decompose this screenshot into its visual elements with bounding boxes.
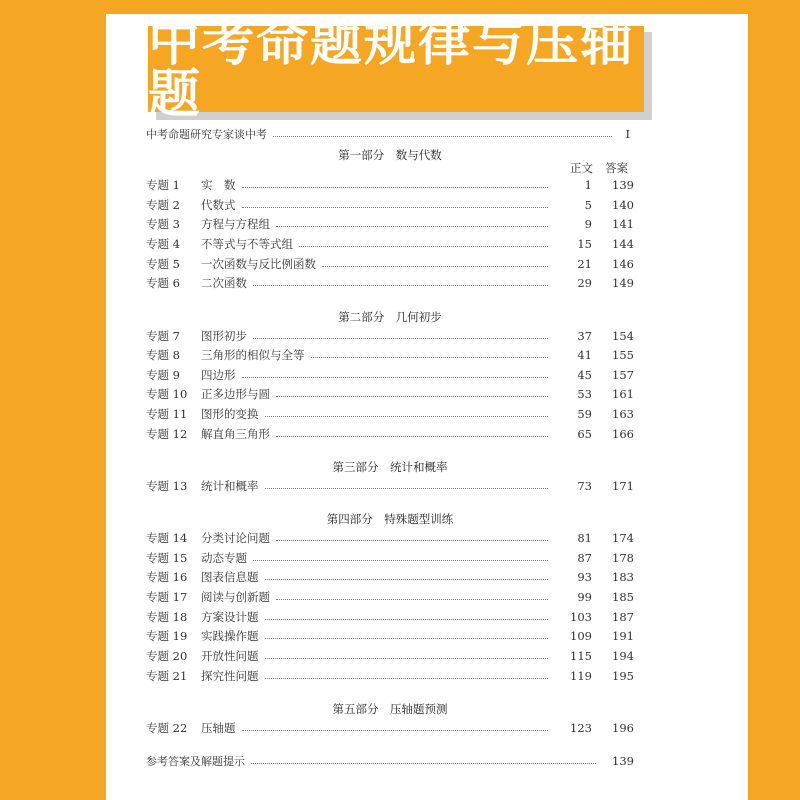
leader-dots [276, 225, 548, 227]
topic-number: 专题 2 [146, 198, 180, 212]
leader-dots [273, 135, 612, 137]
leader-dots [311, 356, 549, 358]
toc-row[interactable] [146, 549, 634, 567]
toc-row[interactable] [146, 425, 634, 443]
topic-label: 图形初步 [201, 329, 247, 343]
topic-number: 专题 6 [146, 276, 180, 290]
topic-page: 123 [570, 721, 592, 735]
topic-label: 分类讨论问题 [201, 531, 270, 545]
toc-row[interactable] [146, 255, 634, 273]
topic-label: 探究性问题 [201, 669, 259, 683]
answer-page: 196 [612, 721, 634, 735]
answer-page: 157 [612, 368, 634, 382]
leader-dots [242, 376, 549, 378]
toc-row[interactable] [146, 346, 634, 364]
topic-number: 专题 5 [146, 257, 180, 271]
leader-dots [265, 578, 549, 580]
toc-row[interactable] [146, 327, 634, 345]
topic-page: 1 [584, 178, 592, 192]
answer-page: 146 [612, 257, 634, 271]
column-headers [570, 160, 640, 176]
answer-page: 195 [612, 669, 634, 683]
toc-answers-row[interactable] [146, 752, 634, 770]
toc-row[interactable] [146, 477, 634, 495]
topic-page: 29 [577, 276, 592, 290]
answer-page: 194 [612, 649, 634, 663]
topic-page: 5 [584, 198, 592, 212]
topic-page: 115 [570, 649, 592, 663]
toc-row[interactable] [146, 568, 634, 586]
section-heading-4: 第四部分 特殊题型训练 [326, 512, 454, 526]
topic-page: 45 [577, 368, 592, 382]
leader-dots [253, 284, 548, 286]
topic-number: 专题 16 [146, 570, 188, 584]
topic-label: 阅读与创新题 [201, 590, 270, 604]
toc-row[interactable] [146, 608, 634, 626]
topic-number: 专题 21 [146, 669, 188, 683]
section-heading-5: 第五部分 压轴题预测 [332, 702, 448, 716]
toc-row[interactable] [146, 667, 634, 685]
leader-dots [265, 657, 549, 659]
toc-row[interactable] [146, 235, 634, 253]
topic-page: 99 [577, 590, 592, 604]
leader-dots [265, 618, 549, 620]
topic-number: 专题 7 [146, 329, 180, 343]
topic-page: 103 [570, 610, 592, 624]
answer-page: 191 [612, 629, 634, 643]
topic-number: 专题 15 [146, 551, 188, 565]
topic-number: 专题 22 [146, 721, 188, 735]
answer-page: 140 [612, 198, 634, 212]
topic-page: 53 [577, 387, 592, 401]
topic-number: 专题 14 [146, 531, 188, 545]
leader-dots [265, 415, 549, 417]
topic-number: 专题 13 [146, 479, 188, 493]
topic-page: 93 [577, 570, 592, 584]
leader-dots [265, 487, 549, 489]
topic-page: 21 [577, 257, 592, 271]
toc-row[interactable] [146, 366, 634, 384]
topic-label: 三角形的相似与全等 [201, 348, 305, 362]
topic-page: 59 [577, 407, 592, 421]
leader-dots [322, 265, 548, 267]
leader-dots [276, 435, 548, 437]
topic-page: 109 [570, 629, 592, 643]
answer-page: 183 [612, 570, 634, 584]
topic-number: 专题 10 [146, 387, 188, 401]
topic-page: 15 [577, 237, 592, 251]
leader-dots [265, 637, 549, 639]
topic-page: 37 [577, 329, 592, 343]
toc-row[interactable] [146, 385, 634, 403]
toc-row[interactable] [146, 215, 634, 233]
toc-row[interactable] [146, 529, 634, 547]
topic-page: 41 [577, 348, 592, 362]
topic-number: 专题 18 [146, 610, 188, 624]
topic-label: 方程与方程组 [201, 217, 270, 231]
toc-row[interactable] [146, 647, 634, 665]
topic-label: 二次函数 [201, 276, 247, 290]
toc-row[interactable] [146, 196, 634, 214]
topic-page: 65 [577, 427, 592, 441]
answer-page: 149 [612, 276, 634, 290]
topic-number: 专题 17 [146, 590, 188, 604]
toc-intro-row[interactable] [146, 125, 634, 143]
column-header-answer: 答案 [605, 161, 628, 175]
answer-page: 187 [612, 610, 634, 624]
leader-dots [299, 245, 548, 247]
topic-label: 动态专题 [201, 551, 247, 565]
answer-page: 155 [612, 348, 634, 362]
toc-intro-label: 中考命题研究专家谈中考 [146, 128, 267, 141]
topic-label: 实践操作题 [201, 629, 259, 643]
answer-page: 185 [612, 590, 634, 604]
topic-label: 代数式 [201, 198, 236, 212]
topic-number: 专题 9 [146, 368, 180, 382]
leader-dots [242, 206, 549, 208]
answer-page: 163 [612, 407, 634, 421]
toc-row[interactable] [146, 176, 634, 194]
topic-label: 实 数 [201, 178, 236, 192]
title-banner [148, 13, 644, 125]
toc-row[interactable] [146, 588, 634, 606]
topic-page: 73 [577, 479, 592, 493]
answer-page: 174 [612, 531, 634, 545]
column-header-main: 正文 [570, 161, 593, 175]
topic-page: 81 [577, 531, 592, 545]
topic-label: 压轴题 [201, 721, 236, 735]
topic-label: 四边形 [201, 368, 236, 382]
topic-number: 专题 11 [146, 407, 188, 421]
section-heading-2: 第二部分 几何初步 [338, 310, 442, 324]
answer-page: 171 [612, 479, 634, 493]
answer-page: 161 [612, 387, 634, 401]
topic-label: 统计和概率 [201, 479, 259, 493]
section-heading-3: 第三部分 统计和概率 [332, 460, 448, 474]
topic-label: 一次函数与反比例函数 [201, 257, 316, 271]
leader-dots [253, 337, 548, 339]
topic-page: 9 [584, 217, 592, 231]
leader-dots [242, 186, 549, 188]
topic-label: 方案设计题 [201, 610, 259, 624]
leader-dots [276, 598, 548, 600]
leader-dots [276, 395, 548, 397]
topic-label: 图形的变换 [201, 407, 259, 421]
toc-answers-page: 139 [612, 754, 634, 768]
topic-number: 专题 20 [146, 649, 188, 663]
leader-dots [265, 677, 549, 679]
topic-label: 开放性问题 [201, 649, 259, 663]
topic-number: 专题 12 [146, 427, 188, 441]
topic-page: 119 [570, 669, 592, 683]
toc-row[interactable] [146, 274, 634, 292]
answer-page: 139 [612, 178, 634, 192]
topic-number: 专题 3 [146, 217, 180, 231]
answer-page: 178 [612, 551, 634, 565]
leader-dots [251, 762, 596, 764]
topic-number: 专题 8 [146, 348, 180, 362]
topic-label: 解直角三角形 [201, 427, 270, 441]
leader-dots [242, 729, 549, 731]
toc-intro-page: I [625, 127, 630, 141]
answer-page: 144 [612, 237, 634, 251]
leader-dots [253, 559, 548, 561]
answer-page: 141 [612, 217, 634, 231]
toc-row[interactable] [146, 719, 634, 737]
topic-label: 不等式与不等式组 [201, 237, 293, 251]
page-title: 中考命题规律与压轴题 [148, 13, 635, 125]
toc-answers-label: 参考答案及解题提示 [146, 755, 245, 768]
topic-number: 专题 19 [146, 629, 188, 643]
answer-page: 154 [612, 329, 634, 343]
topic-label: 正多边形与圆 [201, 387, 270, 401]
leader-dots [276, 539, 548, 541]
topic-number: 专题 4 [146, 237, 180, 251]
toc-row[interactable] [146, 627, 634, 645]
toc-row[interactable] [146, 405, 634, 423]
topic-label: 图表信息题 [201, 570, 259, 584]
topic-number: 专题 1 [146, 178, 180, 192]
section-heading-1: 第一部分 数与代数 [338, 148, 442, 162]
answer-page: 166 [612, 427, 634, 441]
topic-page: 87 [577, 551, 592, 565]
